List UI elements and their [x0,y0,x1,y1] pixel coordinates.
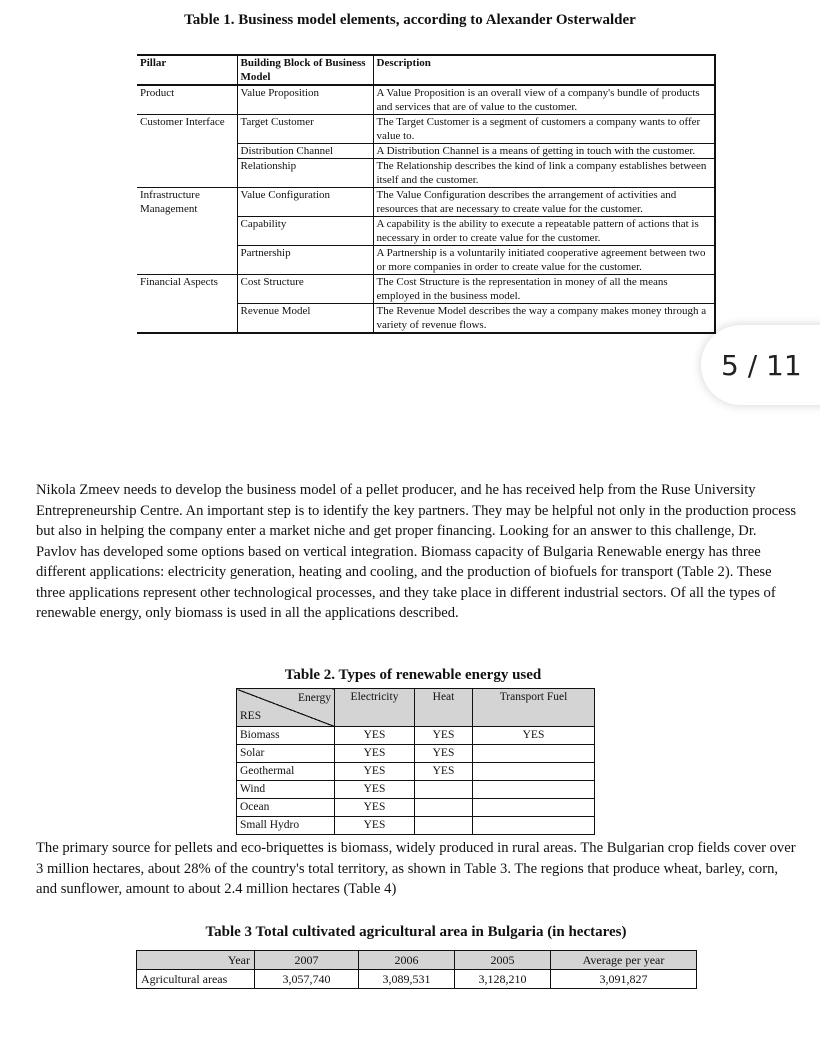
table2-corner-energy: Energy [297,692,331,704]
table1-pillar [137,159,237,188]
table2-value: YES [335,781,415,799]
table3-agricultural-area [136,950,697,989]
table1-block: Partnership [237,246,373,275]
table1-pillar [137,144,237,159]
table2-res: Geothermal [237,763,335,781]
paragraph-business-model: Nikola Zmeev needs to develop the business model of a pellet producer, and he has received help from the Ruse University Entrepreneurship Centre. An important step is to identify the key partners. They may be helpful not only in the production process but also in helping the company enter a market niche and get proper financing. Looking for an answer to this challenge, Dr. Pavlov has developed some options based on vertical integration. Biomass capacity of Bulgaria Renewable energy has three different applications: electricity generation, heating and cooling, and the production of biofuels for transport (Table 2). These three applications represent other technological processes, and they take place in different industrial sectors. Of all the types of renewable energy, only biomass is used in all the applications described. [36,482,797,621]
table-row [137,85,715,115]
table-row [237,799,595,817]
table1-header-pillar: Pillar [137,55,237,85]
table2-value [415,817,473,835]
table-row [137,159,715,188]
table3-col-2005: 2005 [455,951,551,970]
table1-description: A Distribution Channel is a means of getting in touch with the customer. [373,144,715,159]
page-indicator: 5 / 11 [701,325,820,405]
table3-header-row [137,951,697,970]
table3-row-label: Agricultural areas [137,970,255,989]
table2-value [473,745,595,763]
table1-block: Value Configuration [237,188,373,217]
table2-value: YES [335,799,415,817]
table2-col-heat: Heat [415,689,473,727]
table-row [137,144,715,159]
table2-col-electricity: Electricity [335,689,415,727]
table-row [237,745,595,763]
table2-value: YES [415,727,473,745]
table2-corner-res: RES [240,710,262,722]
table1-description: The Target Customer is a segment of customers a company wants to offer value to. [373,115,715,144]
table-row [137,246,715,275]
table3-value: 3,091,827 [551,970,697,989]
table2-value [415,799,473,817]
table2-renewable-energy [236,688,595,835]
table2-res: Wind [237,781,335,799]
table3-year-label: Year [137,951,255,970]
table-row [237,817,595,835]
table-row [137,970,697,989]
table3-value: 3,128,210 [455,970,551,989]
table1-description: The Value Configuration describes the arrangement of activities and resources that are necessary to create value for the customer. [373,188,715,217]
table1-description: The Revenue Model describes the way a company makes money through a variety of revenue flows. [373,304,715,334]
table1-title: Table 1. Business model elements, according to Alexander Osterwalder [184,12,636,28]
table1-description: The Cost Structure is the representation in money of all the means employed in the business model. [373,275,715,304]
table1-block: Revenue Model [237,304,373,334]
table3-value: 3,057,740 [255,970,359,989]
table1-description: A Value Proposition is an overall view of a company's bundle of products and services that are of value to the customer. [373,85,715,115]
table2-value: YES [335,745,415,763]
table2-value [415,781,473,799]
table-row [137,188,715,217]
table1-block: Capability [237,217,373,246]
table2-value: YES [473,727,595,745]
table3-value: 3,089,531 [359,970,455,989]
table2-value [473,799,595,817]
table1-business-model-elements [137,54,716,334]
table1-header-row [137,55,715,85]
table3-title: Table 3 Total cultivated agricultural area in Bulgaria (in hectares) [205,924,627,940]
table2-value: YES [335,727,415,745]
table2-value: YES [415,763,473,781]
table2-value: YES [335,763,415,781]
table2-value [473,817,595,835]
table2-header-row [237,689,595,727]
table1-description: The Relationship describes the kind of link a company establishes between itself and the customer. [373,159,715,188]
table1-description: A Partnership is a voluntarily initiated cooperative agreement between two or more companies in order to create value for the customer. [373,246,715,275]
paragraph-biomass: The primary source for pellets and eco-briquettes is biomass, widely produced in rural areas. The Bulgarian crop fields cover over 3 million hectares, about 28% of the country's total territory, as shown in Table 3. The regions that produce wheat, barley, corn, and sunflower, amount to about 2.4 million hectares (Table 4) [36,840,796,897]
table1-pillar: Product [140,87,175,99]
table2-corner-cell [237,689,335,727]
table2-res: Small Hydro [237,817,335,835]
table2-title: Table 2. Types of renewable energy used [284,667,542,683]
table1-pillar: Customer Interface [137,115,237,144]
table2-res: Ocean [237,799,335,817]
table2-value: YES [415,745,473,763]
table1-block: Relationship [237,159,373,188]
table3-col-2006: 2006 [359,951,455,970]
table1-pillar: Financial Aspects [137,275,237,304]
table3-col-average: Average per year [551,951,697,970]
table-row [137,304,715,334]
table1-block: Value Proposition [237,85,373,115]
table1-block: Cost Structure [237,275,373,304]
table1-header-description: Description [373,55,715,85]
table1-pillar [137,217,237,246]
table2-res: Biomass [237,727,335,745]
table2-res: Solar [237,745,335,763]
table-row [137,275,715,304]
table1-description: A capability is the ability to execute a repeatable pattern of actions that is necessary in order to create value for the customer. [373,217,715,246]
table-row [137,217,715,246]
table2-value: YES [335,817,415,835]
table2-col-transport-fuel: Transport Fuel [473,689,595,727]
table1-block: Target Customer [237,115,373,144]
table1-block: Distribution Channel [237,144,373,159]
table-row [137,115,715,144]
table-row [237,781,595,799]
table-row [237,763,595,781]
table1-header-building-block: Building Block of Business Model [237,55,373,85]
table1-pillar [137,304,237,334]
table3-col-2007: 2007 [255,951,359,970]
table1-pillar: Infrastructure Management [137,188,237,217]
table2-value [473,763,595,781]
table1-pillar [137,246,237,275]
table2-value [473,781,595,799]
table-row [237,727,595,745]
